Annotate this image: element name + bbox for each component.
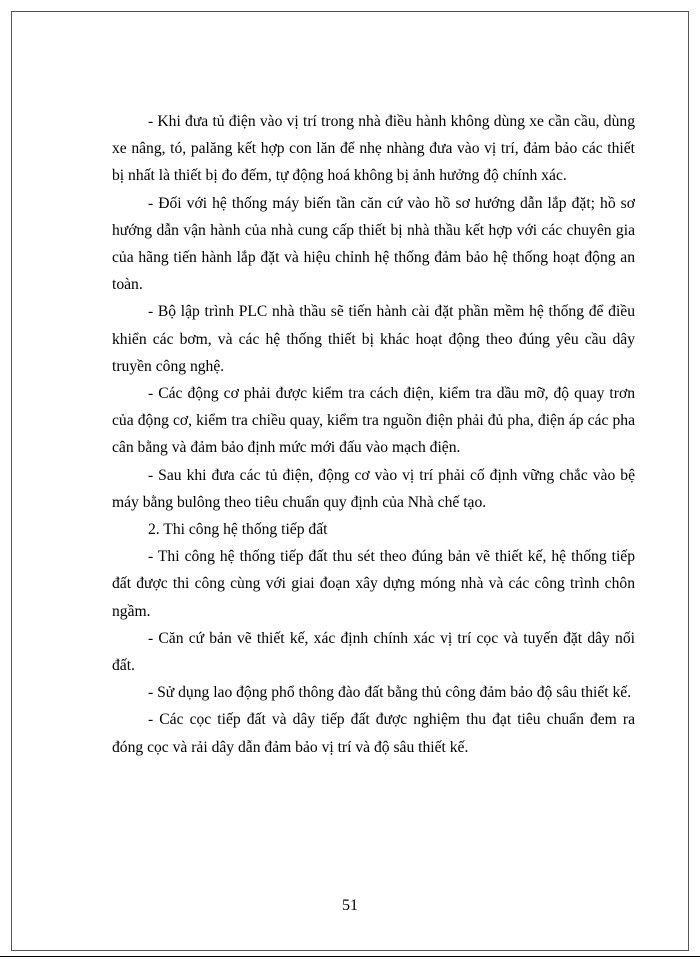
paragraph-inverter-installation: - Đối với hệ thống máy biến tần căn cứ vào hồ sơ hướng dẫn lắp đặt; hồ sơ hướng dẫn vận hành của nhà cung cấp thiết bị nhà thầu kết hợp với các chuyên gia của hãng tiến hành lắp đặt và hiệu chỉnh hệ thống đảm bảo hệ thống hoạt động an toàn. [112,194,635,294]
document-body [112,108,635,761]
section-heading-grounding: 2. Thi công hệ thống tiếp đất [148,521,328,539]
bottom-rule [0,956,700,957]
paragraph-stake-positioning: - Căn cứ bản vẽ thiết kế, xác định chính xác vị trí cọc và tuyến đặt dây nối đất. [112,629,635,675]
paragraph-stake-acceptance: - Các cọc tiếp đất và dây tiếp đất được nghiệm thu đạt tiêu chuẩn đem ra đóng cọc và rải dây dẫn đảm bảo vị trí và độ sâu thiết kế. [112,711,635,756]
paragraph-grounding-construction: - Thi công hệ thống tiếp đất thu sét theo đúng bản vẽ thiết kế, hệ thống tiếp đất được thi công cùng với giai đoạn xây dựng móng nhà và các công trình chôn ngầm. [112,548,635,620]
paragraph-fixing-equipment: - Sau khi đưa các tủ điện, động cơ vào vị trí phải cố định vững chắc vào bệ máy bằng bulông theo tiêu chuẩn quy định của Nhà chế tạo. [112,466,635,511]
paragraph-plc-programming: - Bộ lập trình PLC nhà thầu sẽ tiến hành cài đặt phần mềm hệ thống để điều khiển các bơm, và các hệ thống thiết bị khác hoạt động theo đúng yêu cầu dây truyền công nghệ. [112,303,635,375]
page-number: 51 [342,897,358,914]
paragraph-motor-inspection: - Các động cơ phải được kiểm tra cách điện, kiểm tra dầu mỡ, độ quay trơn của động cơ, kiểm tra chiều quay, kiểm tra nguồn điện phải đủ pha, điện áp các pha cân bằng và đảm bảo định mức mới đấu vào mạch điện. [112,385,635,457]
paragraph-electrical-cabinet-placement: - Khi đưa tủ điện vào vị trí trong nhà điều hành không dùng xe cần cầu, dùng xe nâng, tó, palăng kết hợp con lăn để nhẹ nhàng đưa vào vị trí, đảm bảo các thiết bị nhất là thiết bị đo đếm, tự động hoá không bị ảnh hưởng độ chính xác. [112,113,635,185]
paragraph-manual-excavation: - Sử dụng lao động phổ thông đào đất bằng thủ công đảm bảo độ sâu thiết kế. [148,684,632,702]
